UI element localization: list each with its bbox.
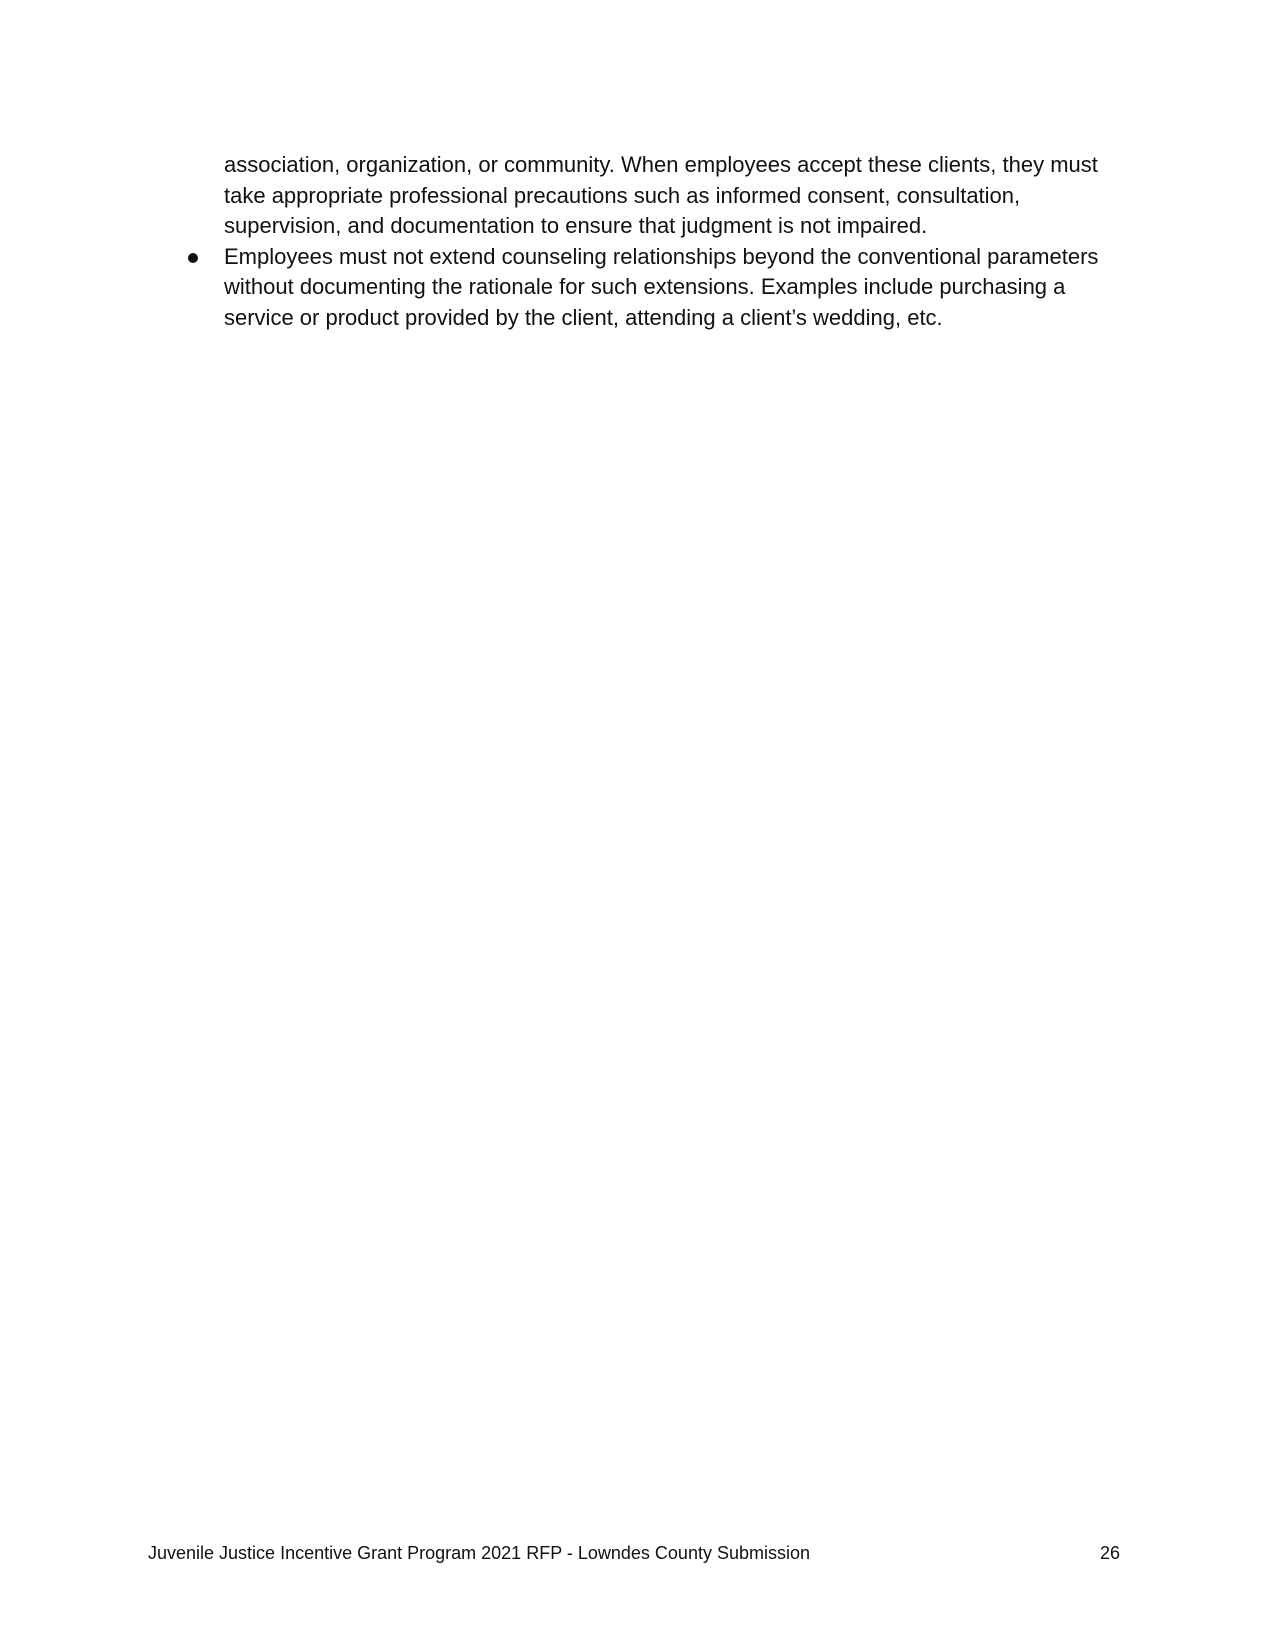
continuation-paragraph: association, organization, or community. When employees accept these clients, they must take appropriate professional precautions such as informed consent, consultation, supervision, and documentation to ensure that judgment is not impaired.: [224, 152, 1098, 238]
bullet-text: Employees must not extend counseling relationships beyond the conventional parameters without documenting the rationale for such extensions. Examples include purchasing a service or product provided by the client, attending a client’s wedding, etc.: [224, 243, 1099, 330]
page-number: 26: [1099, 1543, 1120, 1563]
page-footer: [148, 1541, 1120, 1565]
bullet-list: [224, 242, 1129, 334]
bullet-dot-icon: [188, 253, 198, 263]
footer-title: Juvenile Justice Incentive Grant Program 2021 RFP - Lowndes County Submission: [148, 1543, 810, 1563]
bullet-item: [224, 242, 1129, 334]
document-body: [224, 150, 1129, 333]
